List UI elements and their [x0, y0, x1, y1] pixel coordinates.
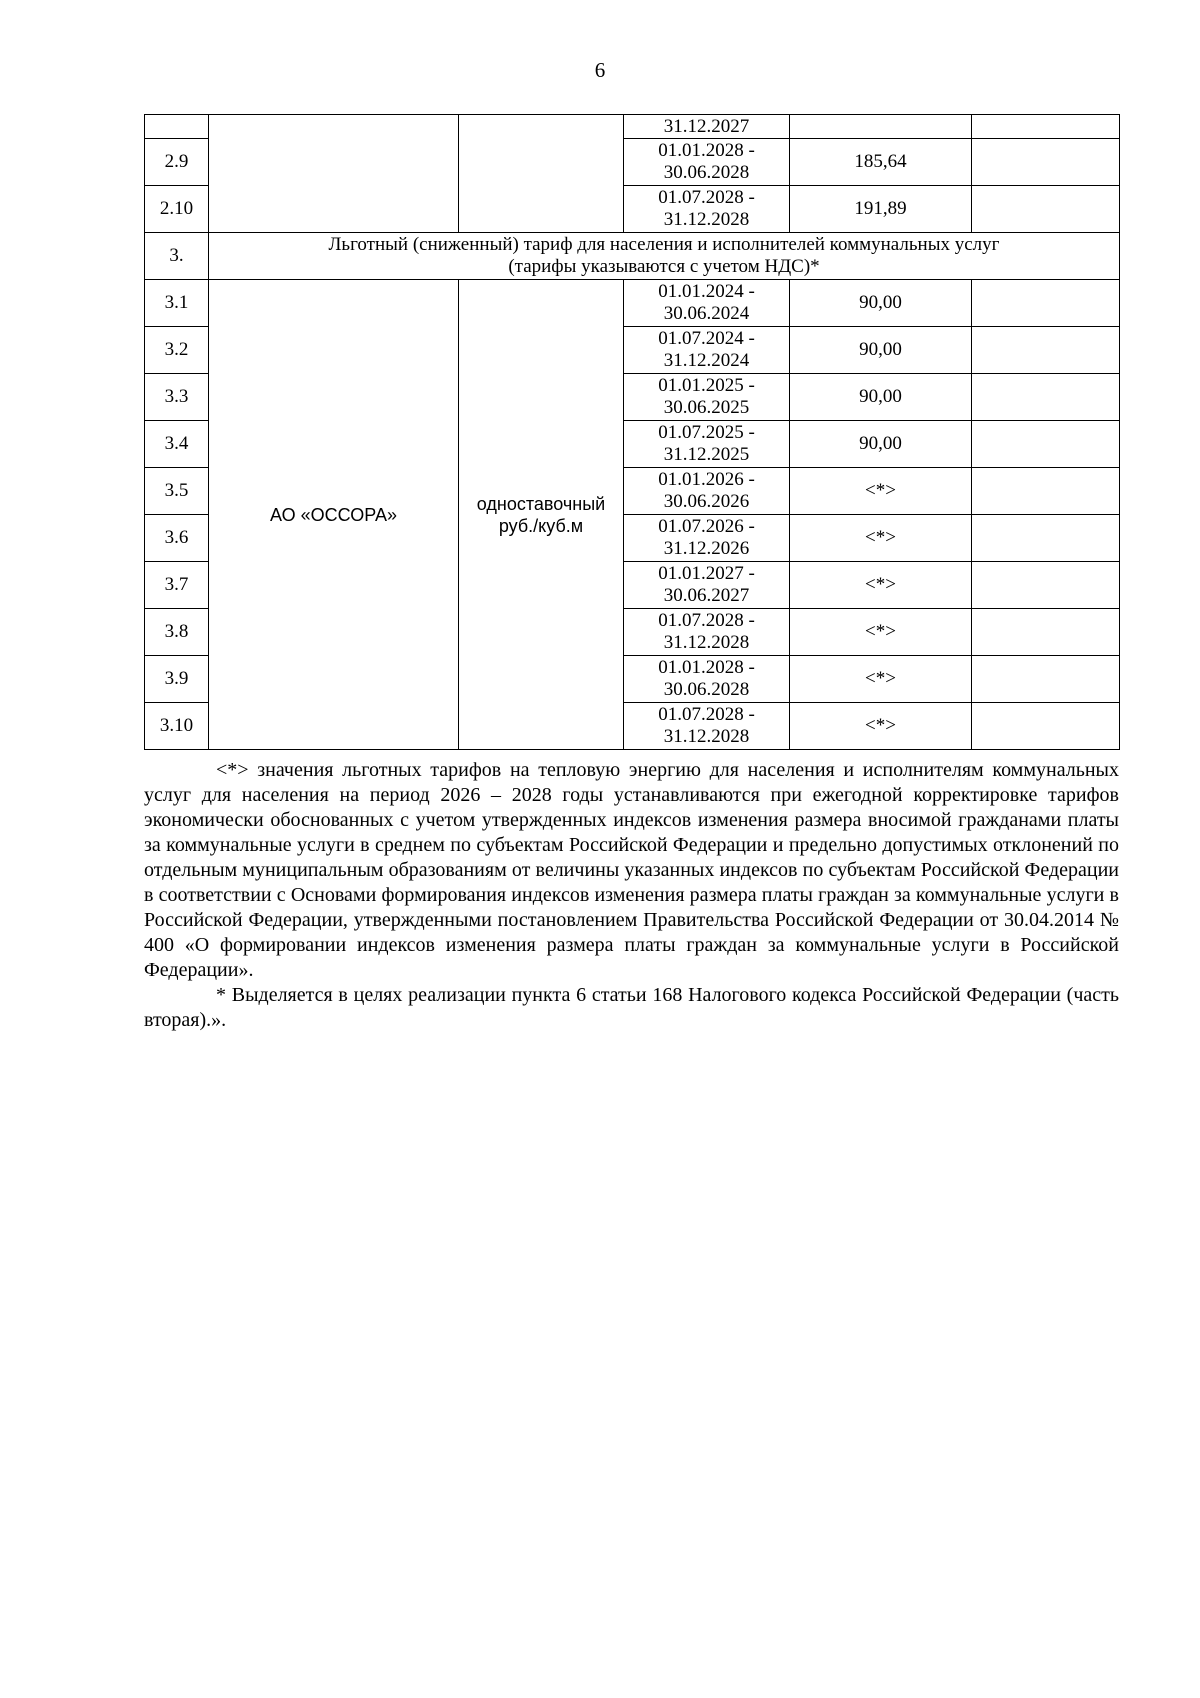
period-start: 01.07.2028 -	[658, 187, 755, 208]
period-start: 01.07.2024 -	[658, 328, 755, 349]
period-end: 30.06.2026	[663, 491, 750, 512]
value-cell	[790, 115, 972, 139]
row-number-cell: 2.10	[145, 186, 209, 233]
note-cell	[972, 468, 1120, 515]
period-start: 01.01.2027 -	[658, 563, 755, 584]
section-number-cell: 3.	[145, 233, 209, 280]
table-row	[145, 115, 1120, 139]
period-end: 31.12.2028	[663, 726, 750, 747]
value-cell: 90,00	[790, 374, 972, 421]
period-start: 01.07.2026 -	[658, 516, 755, 537]
value-cell: <*>	[790, 656, 972, 703]
value-cell: 191,89	[790, 186, 972, 233]
value-cell: <*>	[790, 609, 972, 656]
period-end: 30.06.2027	[663, 585, 750, 606]
period-end: 30.06.2024	[663, 303, 750, 324]
period-end: 31.12.2028	[663, 632, 750, 653]
period-cell	[624, 139, 790, 186]
value-cell: 90,00	[790, 280, 972, 327]
period-cell	[624, 703, 790, 750]
note-cell	[972, 609, 1120, 656]
footnote-tariff-values: <*> значения льготных тарифов на тепловую энергию для населения и исполнителям коммунальных услуг для населения на период 2026 – 2028 годы устанавливаются при ежегодной корректировке тарифов экономически обоснованных с учетом утвержденных индексов изменения размера вносимой гражданами платы за коммунальные услуги в среднем по субъектам Российской Федерации и предельно допустимых отклонений по отдельным муниципальным образованиям от величины указанных индексов по субъектам Российской Федерации в соответствии с Основами формирования индексов изменения размера платы граждан за коммунальные услуги в Российской Федерации, утвержденными постановлением Правительства Российской Федерации от 30.04.2014 № 400 «О формировании индексов изменения размера платы граждан за коммунальные услуги в Российской Федерации».	[144, 759, 1119, 981]
tariff-type-cell-prev	[459, 115, 624, 233]
period-start: 01.01.2024 -	[658, 281, 755, 302]
period-cell	[624, 421, 790, 468]
row-number-cell: 3.10	[145, 703, 209, 750]
period-end: 30.06.2025	[663, 397, 750, 418]
value-cell: 90,00	[790, 327, 972, 374]
row-number-cell: 3.9	[145, 656, 209, 703]
section-title-cell	[209, 233, 1120, 280]
row-number-cell: 3.4	[145, 421, 209, 468]
period-cell	[624, 468, 790, 515]
period-end: 31.12.2024	[663, 350, 750, 371]
section-title-line2: (тарифы указываются с учетом НДС)*	[508, 256, 820, 277]
note-cell	[972, 115, 1120, 139]
note-cell	[972, 186, 1120, 233]
row-number-cell: 3.5	[145, 468, 209, 515]
note-cell	[972, 515, 1120, 562]
period-start: 01.01.2028 -	[658, 140, 755, 161]
tariff-table	[144, 114, 1120, 750]
organization-cell: АО «ОССОРА»	[209, 280, 459, 750]
note-cell	[972, 656, 1120, 703]
period-end: 30.06.2028	[663, 162, 750, 183]
period-cell	[624, 374, 790, 421]
footnote-vat: * Выделяется в целях реализации пункта 6 статьи 168 Налогового кодекса Российской Федерации (часть вторая).».	[144, 984, 1119, 1031]
tariff-type-cell	[459, 280, 624, 750]
value-cell: <*>	[790, 703, 972, 750]
period-start: 01.07.2025 -	[658, 422, 755, 443]
period-end: 31.12.2028	[663, 209, 750, 230]
note-cell	[972, 280, 1120, 327]
value-cell: 90,00	[790, 421, 972, 468]
note-cell	[972, 703, 1120, 750]
page-number: 6	[594, 58, 606, 82]
footnotes	[144, 758, 1119, 1033]
row-number-cell: 3.6	[145, 515, 209, 562]
row-number-cell: 3.3	[145, 374, 209, 421]
value-cell: 185,64	[790, 139, 972, 186]
period-start: 01.07.2028 -	[658, 610, 755, 631]
period-end: 31.12.2026	[663, 538, 750, 559]
section-title-line1: Льготный (сниженный) тариф для населения и исполнителей коммунальных услуг	[328, 234, 1000, 255]
period-cell	[624, 656, 790, 703]
note-cell	[972, 139, 1120, 186]
period-start: 01.01.2028 -	[658, 657, 755, 678]
note-cell	[972, 374, 1120, 421]
note-cell	[972, 421, 1120, 468]
value-cell: <*>	[790, 468, 972, 515]
row-number-cell: 3.1	[145, 280, 209, 327]
section-header-row	[145, 233, 1120, 280]
period-cell: 31.12.2027	[624, 115, 790, 139]
period-end: 31.12.2025	[663, 444, 750, 465]
table-row	[145, 280, 1120, 327]
note-cell	[972, 327, 1120, 374]
value-cell: <*>	[790, 515, 972, 562]
period-start: 01.01.2025 -	[658, 375, 755, 396]
note-cell	[972, 562, 1120, 609]
row-number-cell: 2.9	[145, 139, 209, 186]
period-cell	[624, 327, 790, 374]
period-cell	[624, 515, 790, 562]
period-cell	[624, 609, 790, 656]
organization-cell-prev	[209, 115, 459, 233]
tariff-type-line2: руб./куб.м	[498, 515, 584, 536]
row-number-cell: 3.8	[145, 609, 209, 656]
row-number-cell	[145, 115, 209, 139]
period-end: 30.06.2028	[663, 679, 750, 700]
tariff-type-line1: одноставочный	[476, 493, 606, 514]
value-cell: <*>	[790, 562, 972, 609]
period-start: 01.07.2028 -	[658, 704, 755, 725]
row-number-cell: 3.7	[145, 562, 209, 609]
row-number-cell: 3.2	[145, 327, 209, 374]
period-cell	[624, 280, 790, 327]
period-start: 01.01.2026 -	[658, 469, 755, 490]
period-cell	[624, 186, 790, 233]
period-cell	[624, 562, 790, 609]
